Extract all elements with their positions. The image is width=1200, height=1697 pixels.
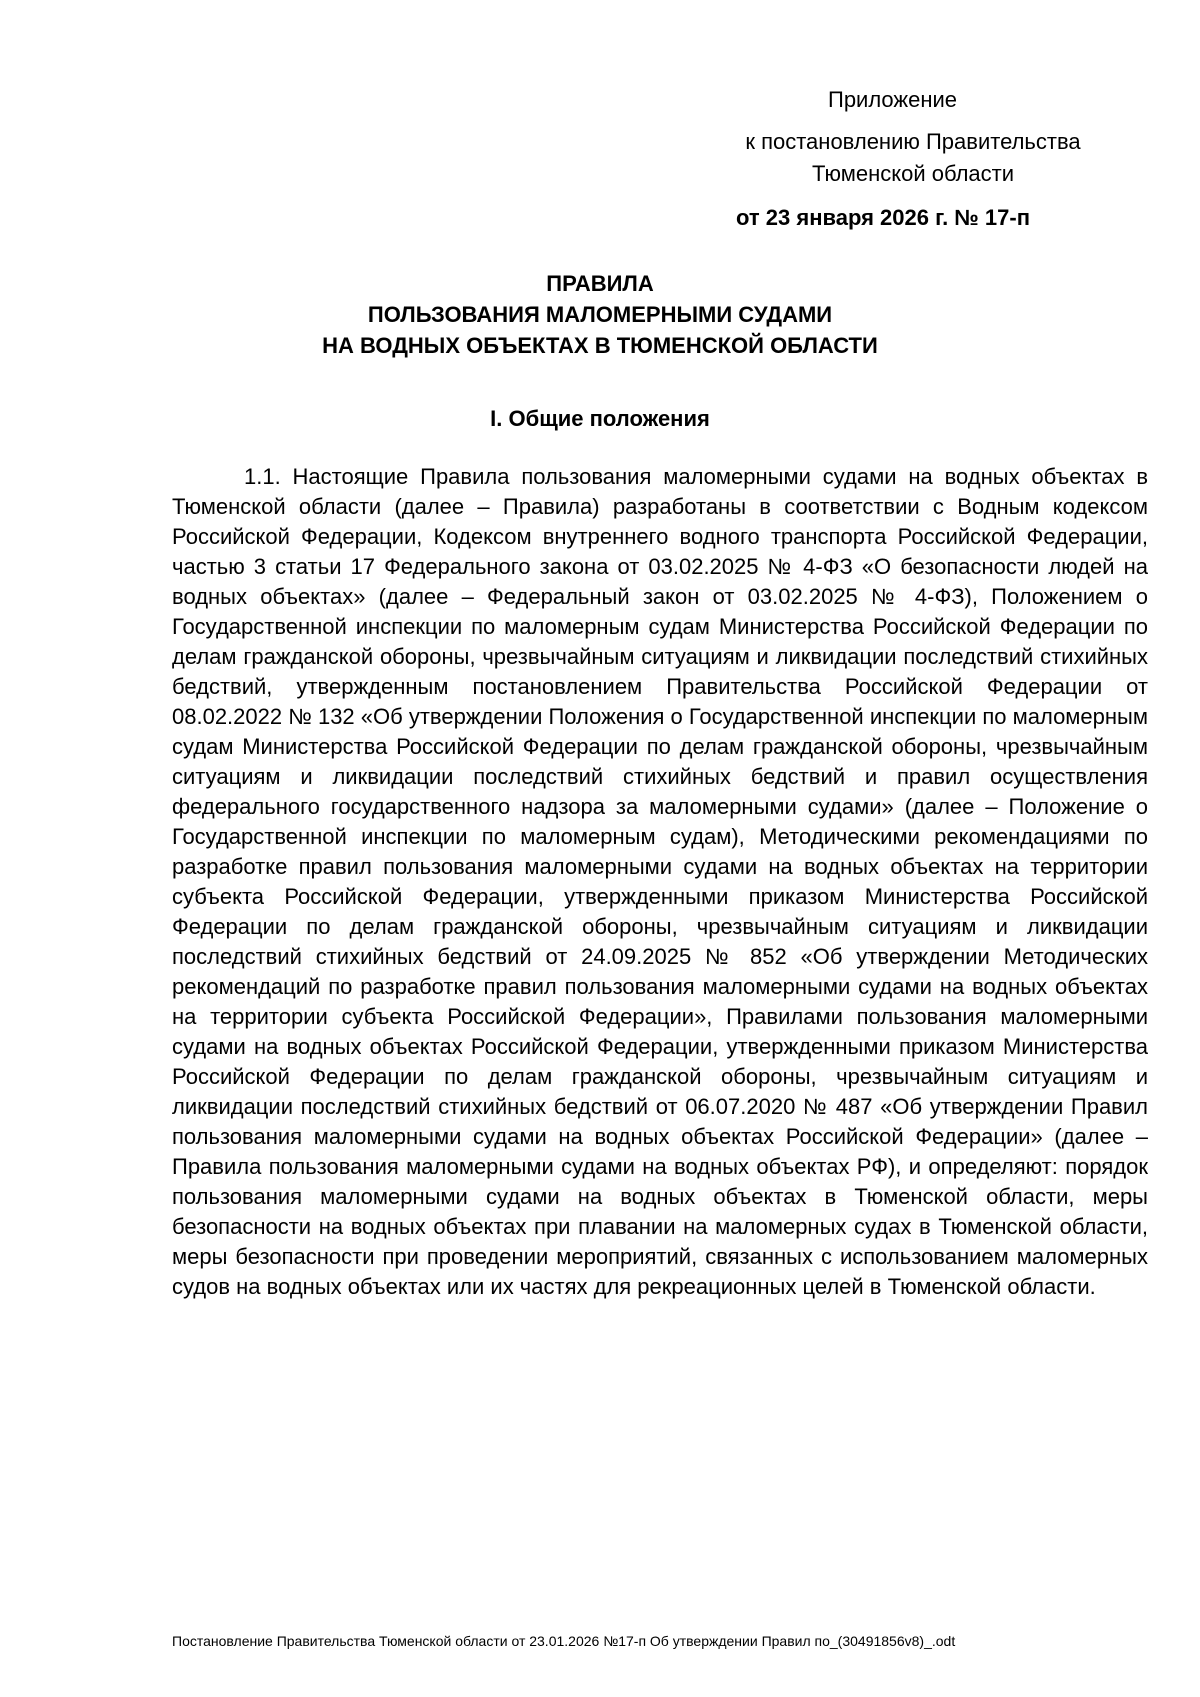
- document-title-line-1: ПРАВИЛА: [546, 271, 654, 296]
- attachment-region-line: Тюменской области: [811, 161, 1015, 186]
- section-heading: I. Общие положения: [490, 406, 710, 431]
- document-title-line-3: НА ВОДНЫХ ОБЪЕКТАХ В ТЮМЕНСКОЙ ОБЛАСТИ: [322, 333, 878, 358]
- attachment-label: Приложение: [828, 87, 958, 112]
- document-title-line-2: ПОЛЬЗОВАНИЯ МАЛОМЕРНЫМИ СУДАМИ: [367, 302, 833, 327]
- paragraph-1-1: 1.1. Настоящие Правила пользования маломерными судами на водных объектах в Тюменской области (далее – Правила) разработаны в соответствии с Водным кодексом Российской Федерации, Кодексом внутреннего водного транспорта Российской Федерации, частью 3 статьи 17 Федерального закона от 03.02.2025 № 4-ФЗ «О безопасности людей на водных объектах» (далее – Федеральный закон от 03.02.2025 № 4-ФЗ), Положением о Государственной инспекции по маломерным судам Министерства Российской Федерации по делам гражданской обороны, чрезвычайным ситуациям и ликвидации последствий стихийных бедствий, утвержденным постановлением Правительства Российской Федерации от 08.02.2022 № 132 «Об утверждении Положения о Государственной инспекции по маломерным судам Министерства Российской Федерации по делам гражданской обороны, чрезвычайным ситуациям и ликвидации последствий стихийных бедствий и правил осуществления федерального государственного надзора за маломерными судами» (далее – Положение о Государственной инспекции по маломерным судам), Методическими рекомендациями по разработке правил пользования маломерными судами на водных объектах на территории субъекта Российской Федерации, утвержденными приказом Министерства Российской Федерации по делам гражданской обороны, чрезвычайным ситуациям и ликвидации последствий стихийных бедствий от 24.09.2025 № 852 «Об утверждении Методических рекомендаций по разработке правил пользования маломерными судами на водных объектах на территории субъекта Российской Федерации», Правилами пользования маломерными судами на водных объектах Российской Федерации, утвержденными приказом Министерства Российской Федерации по делам гражданской обороны, чрезвычайным ситуациям и ликвидации последствий стихийных бедствий от 06.07.2020 № 487 «Об утверждении Правил пользования маломерными судами на водных объектах Российской Федерации» (далее – Правила пользования маломерными судами на водных объектах РФ), и определяют: порядок пользования маломерными судами на водных объектах в Тюменской области, меры безопасности на водных объектах при плавании на маломерных судах в Тюменской области, меры безопасности при проведении мероприятий, связанных с использованием маломерных судов на водных объектах или их частях для рекреационных целей в Тюменской области.: [172, 464, 1148, 1299]
- attachment-to-line: к постановлению Правительства: [745, 129, 1081, 154]
- page-footer: Постановление Правительства Тюменской области от 23.01.2026 №17-п Об утверждении Правил по_(30491856v8)_.odt: [172, 1633, 956, 1649]
- document-title: [160, 268, 1040, 361]
- attachment-date-number: от 23 января 2026 г. № 17-п: [736, 205, 1031, 230]
